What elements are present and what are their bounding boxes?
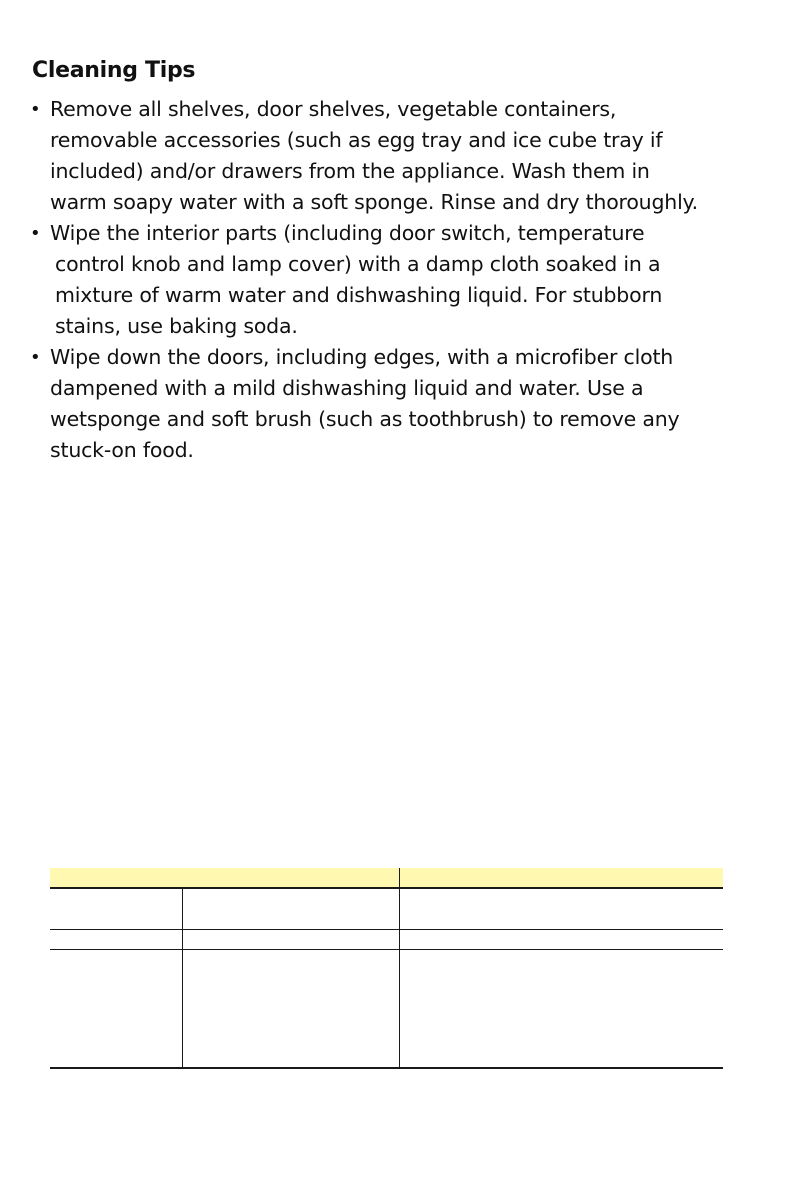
table-column-divider	[399, 868, 400, 1068]
empty-table	[50, 868, 723, 1068]
table-rule	[50, 1067, 723, 1069]
list-item-line: dampened with a mild dishwashing liquid and water. Use a	[50, 376, 644, 400]
bullet-icon: •	[30, 223, 41, 244]
list-item-line: Remove all shelves, door shelves, vegetable containers,	[50, 97, 617, 121]
list-item-line: Wipe down the doors, including edges, with a microfiber cloth	[50, 345, 674, 369]
list-item-line: control knob and lamp cover) with a damp cloth soaked in a	[55, 252, 661, 276]
table-header-row	[50, 868, 723, 887]
table-rule	[50, 887, 723, 889]
table-rule	[50, 949, 723, 950]
bullet-icon: •	[30, 347, 41, 368]
list-item-line: stuck-on food.	[50, 438, 194, 462]
list-item	[30, 342, 780, 466]
section-title: Cleaning Tips	[32, 58, 196, 83]
table-column-divider	[182, 889, 183, 1068]
list-item-line: Wipe the interior parts (including door switch, temperature	[50, 221, 645, 245]
list-item	[30, 218, 780, 342]
list-item-line: stains, use baking soda.	[55, 314, 298, 338]
cleaning-tips-list	[30, 94, 780, 466]
list-item-line: wetsponge and soft brush (such as toothbrush) to remove any	[50, 407, 680, 431]
table-rule	[50, 929, 723, 930]
list-item	[30, 94, 780, 218]
bullet-icon: •	[30, 99, 41, 120]
list-item-line: mixture of warm water and dishwashing liquid. For stubborn	[55, 283, 663, 307]
list-item-line: included) and/or drawers from the appliance. Wash them in	[50, 159, 650, 183]
list-item-line: warm soapy water with a soft sponge. Rinse and dry thoroughly.	[50, 190, 698, 214]
list-item-line: removable accessories (such as egg tray and ice cube tray if	[50, 128, 663, 152]
